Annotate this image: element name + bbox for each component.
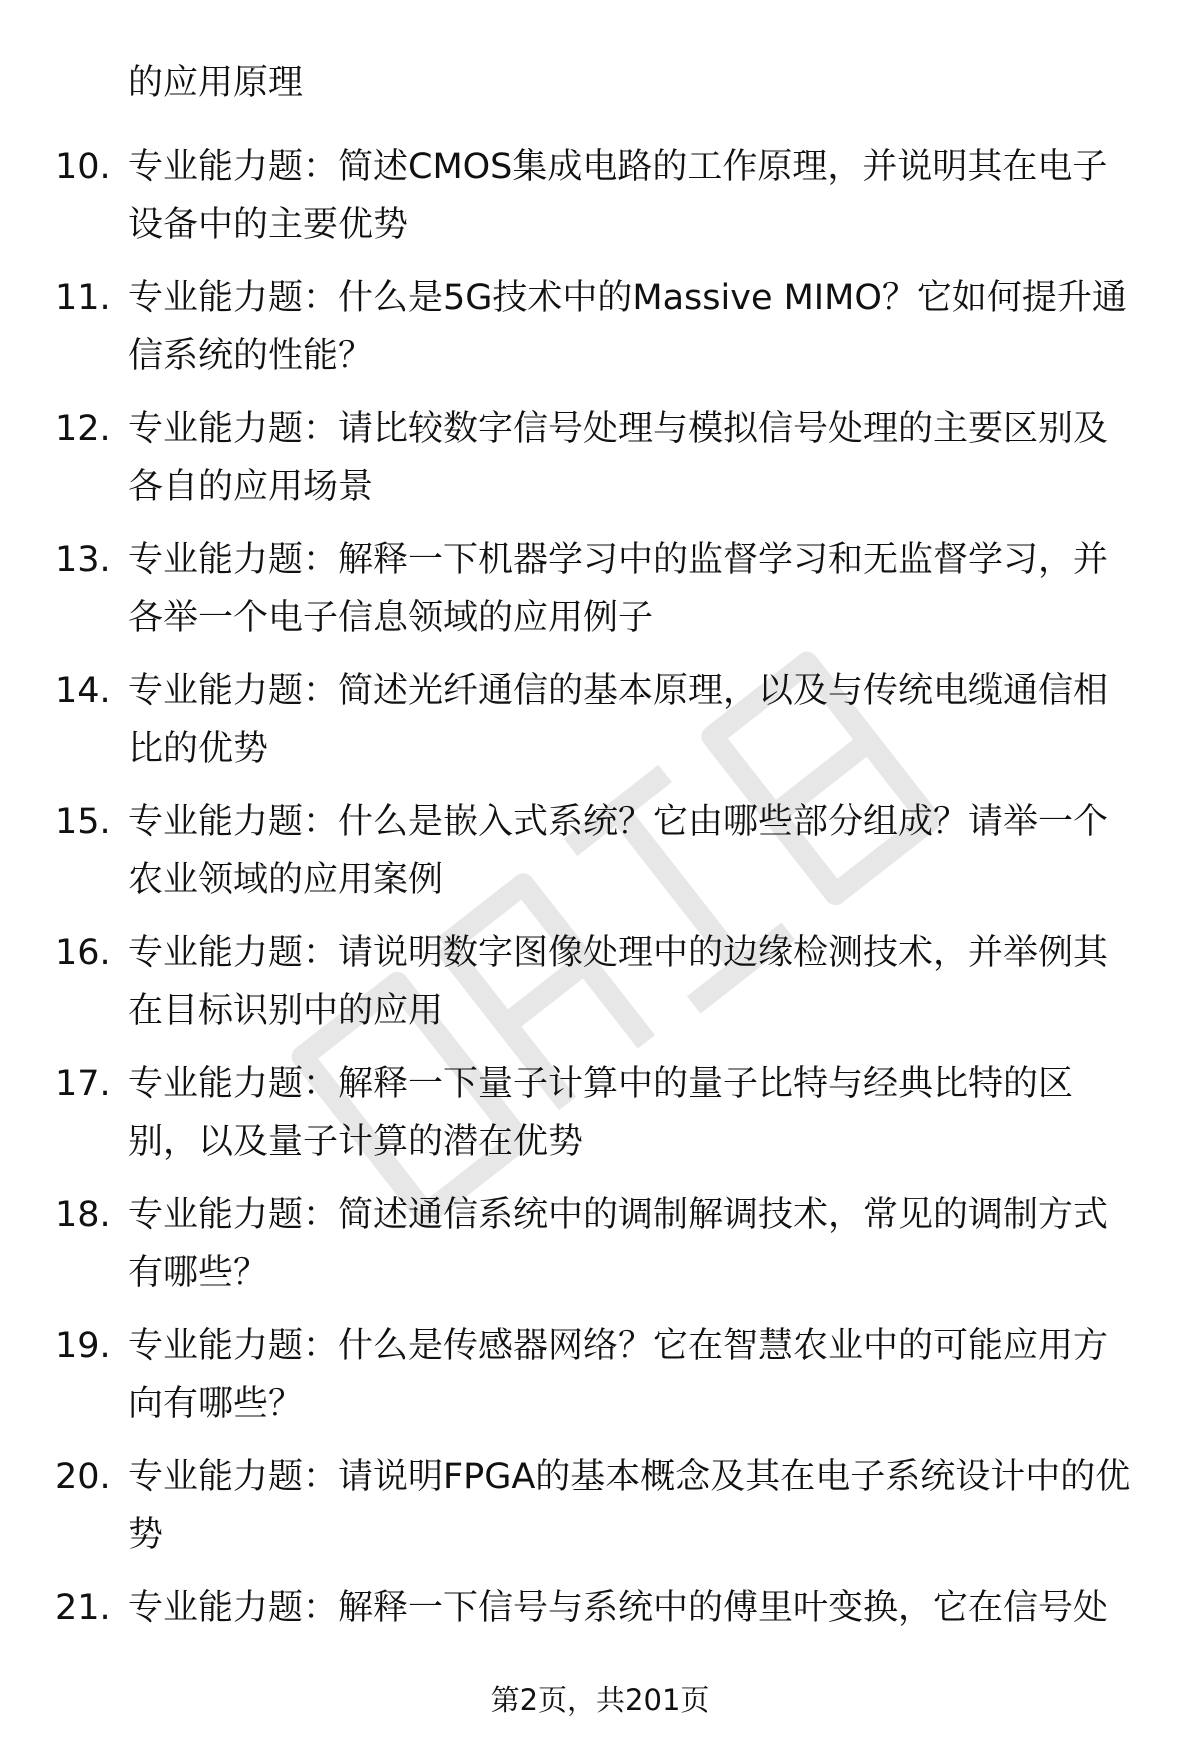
question-line: 比的优势 <box>128 729 269 769</box>
question-text <box>128 535 1168 643</box>
question-line: 专业能力题：解释一下信号与系统中的傅里叶变换，它在信号处 <box>128 1588 1109 1628</box>
question-line: 农业领域的应用案例 <box>128 860 444 900</box>
question-number: 21. <box>55 1588 111 1628</box>
question-line: 别，以及量子计算的潜在优势 <box>128 1122 584 1162</box>
question-number: 19. <box>55 1326 111 1366</box>
question-text <box>128 666 1168 774</box>
question-line: 在目标识别中的应用 <box>128 991 444 1031</box>
question-line: 专业能力题：请比较数字信号处理与模拟信号处理的主要区别及 <box>128 409 1109 449</box>
question-list <box>0 142 1200 1714</box>
question-line: 专业能力题：什么是嵌入式系统？它由哪些部分组成？请举一个 <box>128 802 1109 842</box>
question-text <box>128 1452 1168 1560</box>
question-line: 各举一个电子信息领域的应用例子 <box>128 598 654 638</box>
question-number: 20. <box>55 1457 111 1497</box>
question-number: 14. <box>55 671 111 711</box>
question-item <box>0 1059 1200 1190</box>
question-line: 专业能力题：什么是传感器网络？它在智慧农业中的可能应用方 <box>128 1326 1109 1366</box>
question-line: 专业能力题：解释一下机器学习中的监督学习和无监督学习，并 <box>128 540 1109 580</box>
question-item <box>0 1452 1200 1583</box>
question-line: 信系统的性能？ <box>128 336 374 376</box>
question-line: 专业能力题：请说明数字图像处理中的边缘检测技术，并举例其 <box>128 933 1109 973</box>
question-item <box>0 1321 1200 1452</box>
question-line: 专业能力题：简述光纤通信的基本原理，以及与传统电缆通信相 <box>128 671 1109 711</box>
question-text <box>128 273 1168 381</box>
question-item <box>0 1190 1200 1321</box>
question-text <box>128 1583 1168 1633</box>
question-text <box>128 1059 1168 1167</box>
question-text <box>128 1321 1168 1429</box>
question-text <box>128 404 1168 512</box>
question-number: 15. <box>55 802 111 842</box>
question-line: 专业能力题：简述CMOS集成电路的工作原理，并说明其在电子 <box>128 147 1108 187</box>
question-item <box>0 142 1200 273</box>
question-number: 16. <box>55 933 111 973</box>
question-number: 18. <box>55 1195 111 1235</box>
question-item <box>0 535 1200 666</box>
question-line: 专业能力题：请说明FPGA的基本概念及其在电子系统设计中的优 <box>128 1457 1131 1497</box>
question-number: 17. <box>55 1064 111 1104</box>
question-line: 专业能力题：解释一下量子计算中的量子比特与经典比特的区 <box>128 1064 1074 1104</box>
question-line: 势 <box>128 1515 164 1555</box>
question-line: 向有哪些？ <box>128 1384 304 1424</box>
question-number: 13. <box>55 540 111 580</box>
question-item <box>0 797 1200 928</box>
question-text <box>128 797 1168 905</box>
question-number: 11. <box>55 278 111 318</box>
question-line: 设备中的主要优势 <box>128 205 409 245</box>
question-text <box>128 142 1168 250</box>
question-text <box>128 1190 1168 1298</box>
question-item <box>0 273 1200 404</box>
question-line: 专业能力题：什么是5G技术中的Massive MIMO？它如何提升通 <box>128 278 1127 318</box>
continuation-text: 的应用原理 <box>128 63 304 103</box>
question-line: 有哪些？ <box>128 1253 269 1293</box>
question-line: 各自的应用场景 <box>128 467 374 507</box>
question-item <box>0 666 1200 797</box>
question-number: 10. <box>55 147 111 187</box>
question-item <box>0 404 1200 535</box>
question-line: 专业能力题：简述通信系统中的调制解调技术，常见的调制方式 <box>128 1195 1109 1235</box>
question-text <box>128 928 1168 1036</box>
page-indicator: 第2页，共201页 <box>490 1683 710 1717</box>
question-number: 12. <box>55 409 111 449</box>
question-item <box>0 928 1200 1059</box>
